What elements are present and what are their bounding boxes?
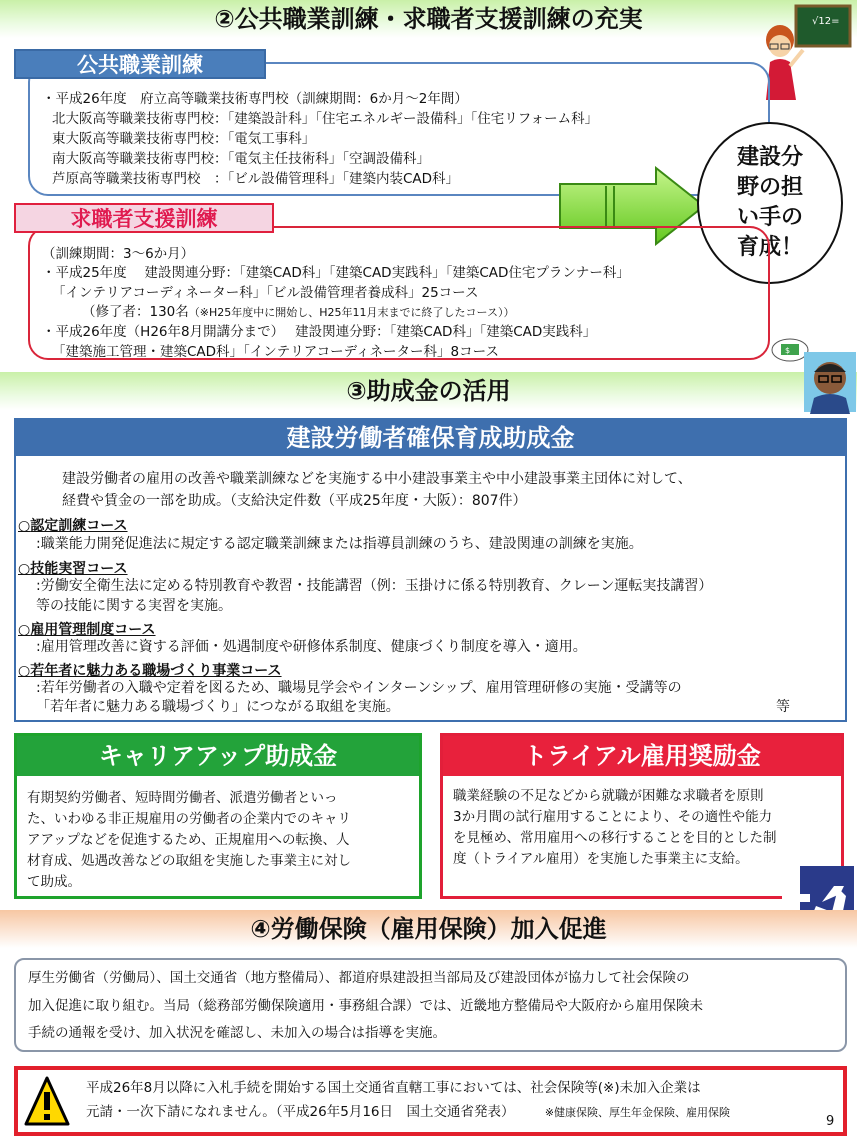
public-training-tag: 公共職業訓練: [14, 49, 266, 79]
page-number: 9: [826, 1114, 835, 1129]
course-title: ○認定訓練コース: [18, 518, 128, 534]
job-seeker-training-tag: 求職者支援訓練: [14, 203, 274, 233]
section4-title: ④労働保険（雇用保険）加入促進: [250, 915, 607, 943]
trial-line: 職業経験の不足などから就職が困難な求職者を原則: [453, 788, 764, 804]
career-up-line: た、いわゆる非正規雇用の労働者の企業内でのキャリ: [27, 811, 351, 827]
section3-banner: [0, 372, 857, 410]
section2-banner: [0, 0, 857, 38]
warning-box: [14, 1066, 847, 1136]
public-training-line: 芦原高等職業技術専門校 ：「ビル設備管理科」「建築内装CAD科」: [52, 171, 460, 187]
businessman-illustration: [770, 338, 856, 414]
career-up-line: 有期契約労働者、短時間労働者、派遣労働者といっ: [27, 790, 338, 806]
insurance-box: [14, 958, 847, 1052]
construction-subsidy-heading: 建設労働者確保育成助成金: [16, 420, 845, 456]
course-desc: :労働安全衛生法に定める特別教育や教習・技能講習（例：玉掛けに係る特別教育、クレーン運転実技講習）: [36, 578, 713, 594]
subsidy-intro-line: 建設労働者の雇用の改善や職業訓練などを実施する中小建設事業主や中小建設事業主団体に対して、: [62, 471, 692, 487]
career-up-line: て助成。: [27, 874, 81, 890]
construction-subsidy-box: [14, 418, 847, 722]
trial-employment-heading: トライアル雇用奨励金: [443, 736, 841, 776]
course-desc: 「若年者に魅力ある職場づくり」につながる取組を実施。: [36, 699, 400, 715]
career-up-box: [14, 733, 422, 899]
job-seeker-line: ・平成26年度（H26年8月開講分まで） 建設関連分野：「建築CAD科」「建築CAD実践科」: [42, 324, 597, 340]
job-seeker-line: 「建築施工管理・建築CAD科」「インテリアコーディネーター科」8コース: [52, 344, 499, 360]
course-desc: :職業能力開発促進法に規定する認定職業訓練または指導員訓練のうち、建設関連の訓練を実施。: [36, 536, 643, 552]
warning-note: ※健康保険、厚生年金保険、雇用保険: [544, 1106, 731, 1119]
section2-title: ②公共職業訓練・求職者支援訓練の充実: [214, 5, 643, 33]
job-seeker-line: （修了者：130名（※H25年度中に開始し、H25年11月末までに終了したコース））: [82, 304, 515, 320]
trial-line: 3か月間の試行雇用することにより、その適性や能力: [453, 809, 773, 825]
course-title: ○若年者に魅力ある職場づくり事業コース: [18, 663, 282, 679]
course-desc: :雇用管理改善に資する評価・処遇制度や研修体系制度、健康づくり制度を導入・適用。: [36, 639, 587, 655]
insurance-line: 加入促進に取り組む。当局（総務部労働保険適用・事務組合課）では、近畿地方整備局や大阪府から雇用保険未: [28, 998, 703, 1014]
course-desc: :若年労働者の入職や定着を図るため、職場見学会やインターンシップ、雇用管理研修の実施・受講等の: [36, 680, 682, 696]
trial-line: 度（トライアル雇用）を実施した事業主に支給。: [453, 851, 749, 867]
trial-line: を見極め、常用雇用への移行することを目的とした制: [453, 830, 777, 846]
course-title: ○技能実習コース: [18, 561, 128, 577]
etc-label: 等: [776, 699, 790, 715]
public-training-line: 南大阪高等職業技術専門校：「電気主任技術科」「空調設備科」: [52, 151, 430, 167]
career-up-line: 材育成、処遇改善などの取組を実施した事業主に対し: [27, 853, 351, 869]
section3-title: ③助成金の活用: [346, 377, 511, 405]
bubble-line: 育成！: [736, 235, 803, 260]
bubble-line: い手の: [736, 205, 803, 230]
warning-line: 元請・一次下請になれません。（平成26年5月16日 国土交通省発表） ※健康保険、厚生年金保険、雇用保険: [86, 1104, 731, 1120]
bubble-line: 野の担: [736, 175, 803, 200]
course-title: ○雇用管理制度コース: [18, 622, 156, 638]
bubble-line: 建設分: [736, 145, 803, 170]
insurance-line: 厚生労働省（労働局）、国土交通省（地方整備局）、都道府県建設担当部局及び建設団体が協力して社会保険の: [28, 970, 690, 986]
section4-banner: [0, 910, 857, 948]
public-training-line: 北大阪高等職業技術専門校：「建築設計科」「住宅エネルギー設備科」「住宅リフォーム科」: [52, 111, 599, 127]
job-seeker-line: ・平成25年度 建設関連分野：「建築CAD科」「建築CAD実践科」「建築CAD住宅プランナー科」: [42, 265, 630, 281]
job-seeker-line: （訓練期間：3～6か月）: [42, 246, 195, 262]
warning-icon: [24, 1074, 70, 1134]
teacher-illustration: [758, 2, 853, 102]
svg-text:√12=: √12=: [812, 16, 840, 27]
svg-text:$: $: [785, 346, 791, 355]
public-training-line: 東大阪高等職業技術専門校：「電気工事科」: [52, 131, 316, 147]
insurance-line: 手続の通報を受け、加入状況を確認し、未加入の場合は指導を実施。: [28, 1025, 446, 1041]
job-seeker-line: 「インテリアコーディネーター科」「ビル設備管理者養成科」25コース: [52, 285, 479, 301]
subsidy-intro-line: 経費や賃金の一部を助成。（支給決定件数（平成25年度・大阪）：807件）: [62, 493, 527, 509]
public-training-line: ・平成26年度 府立高等職業技術専門校（訓練期間：6か月～2年間）: [42, 91, 468, 107]
career-up-line: アアップなどを促進するため、正規雇用への転換、人: [27, 832, 350, 848]
warning-line: 平成26年8月以降に入札手続を開始する国土交通省直轄工事においては、社会保険等(※)未加入企業は: [86, 1080, 701, 1096]
career-up-heading: キャリアアップ助成金: [17, 736, 419, 776]
course-desc: 等の技能に関する実習を実施。: [36, 598, 232, 614]
